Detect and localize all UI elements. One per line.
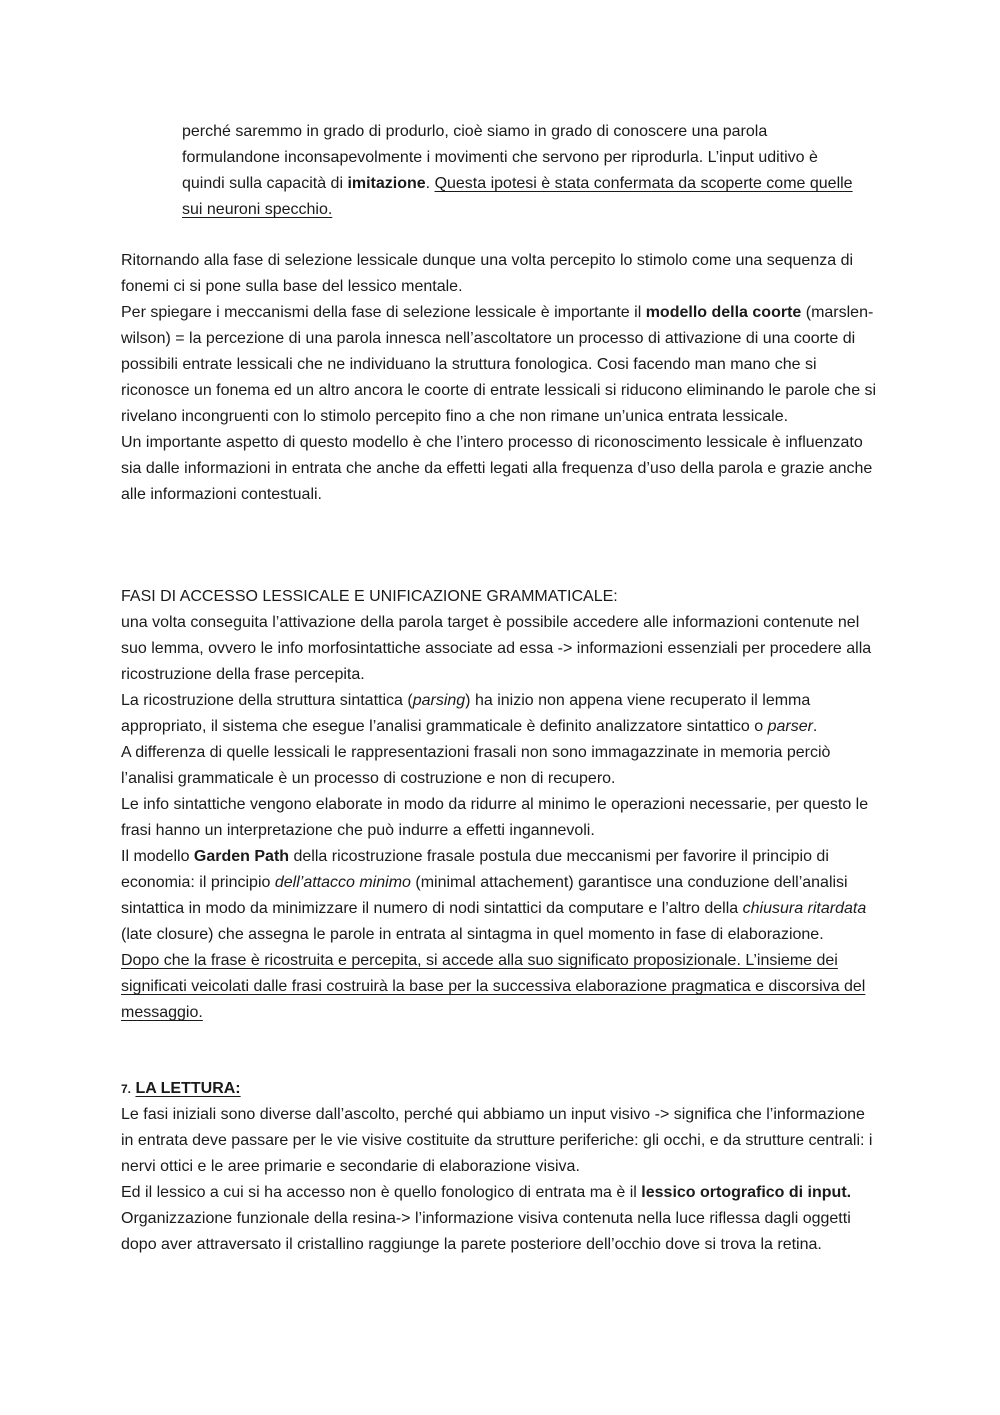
- accesso-paragraph-1: una volta conseguita l’attivazione della parola target è possibile accedere alle informazioni contenute nel suo lemma, ovvero le info morfosintattiche associate ad essa -> informazioni essenziali per procedere alla ricostruzione della frase percepita.: [121, 614, 872, 683]
- selezione-paragraph-2: [121, 300, 881, 430]
- intro-text: [182, 119, 862, 223]
- text-part: della ricostruzione frasale postula due meccanismi per favorire il principio di economia: il principio: [121, 848, 829, 891]
- intro-paragraph: [182, 119, 862, 223]
- intro-text-part: .: [425, 175, 435, 192]
- selezione-paragraph-3: Un importante aspetto di questo modello è che l’intero processo di riconoscimento lessicale è influenzato sia dalle informazioni in entrata che anche da effetti legati alla frequenza d’uso della parola e grazie anche alle informazioni contestuali.: [121, 434, 873, 503]
- italic-term-attacco-minimo: dell’attacco minimo: [274, 874, 411, 891]
- bold-term-modello-coorte: modello della coorte: [645, 304, 802, 321]
- text-part: La ricostruzione della struttura sintattica (: [121, 692, 413, 709]
- accesso-paragraph-2: [121, 688, 881, 740]
- text-part: Per spiegare i meccanismi della fase di selezione lessicale è importante il: [121, 304, 646, 321]
- text-part: Ed il lessico a cui si ha accesso non è quello fonologico di entrata ma è il: [121, 1184, 642, 1201]
- bold-term-lessico-ortografico: lessico ortografico di input.: [641, 1184, 852, 1201]
- accesso-paragraph-5: [121, 844, 881, 948]
- selezione-paragraph-1: Ritornando alla fase di selezione lessicale dunque una volta percepito lo stimolo come una sequenza di fonemi ci si pone sulla base del lessico mentale.: [121, 252, 854, 295]
- lettura-heading: [121, 1076, 881, 1102]
- lettura-paragraph-1: Le fasi iniziali sono diverse dall’ascolto, perché qui abbiamo un input visivo -> significa che l’informazione in entrata deve passare per le vie visive costituite da strutture periferiche: gli occhi, e da strutture centrali: i nervi ottici e le aree primarie e secondarie di elaborazione visiva.: [121, 1106, 873, 1175]
- text-part: (late closure) che assegna le parole in entrata al sintagma in quel momento in fase di elaborazione.: [121, 926, 824, 943]
- section-heading: LA LETTURA:: [135, 1080, 241, 1097]
- lettura-section: [121, 1076, 881, 1258]
- selezione-section: [121, 248, 881, 508]
- italic-term-chiusura-ritardata: chiusura ritardata: [742, 900, 867, 917]
- text-part: .: [812, 718, 818, 735]
- bold-term-imitazione: imitazione: [347, 175, 426, 192]
- italic-term-parsing: parsing: [412, 692, 466, 709]
- italic-term-parser: parser: [767, 718, 813, 735]
- text-part: ) ha inizio non appena viene recuperato il lemma appropriato, il sistema che esegue l’analisi grammaticale è definito analizzatore sintattico o: [121, 692, 811, 735]
- text-part: Il modello: [121, 848, 194, 865]
- text-part: (marslen-wilson) = la percezione di una parola innesca nell’ascoltatore un processo di attivazione di una coorte di possibili entrate lessicali che ne individuano la struttura fonologica. Cosi facendo man mano che si riconosce un fonema ed un altro ancora le coorte di entrate lessicali si riducono eliminando le parole che si rivelano incongruenti con lo stimolo percepito fino a che non rimane un’unica entrata lessicale.: [121, 304, 877, 425]
- lettura-paragraph-2: [121, 1180, 881, 1206]
- accesso-paragraph-3: A differenza di quelle lessicali le rappresentazioni frasali non sono immagazzinate in memoria perciò l’analisi grammaticale è un processo di costruzione e non di recupero.: [121, 744, 831, 787]
- bold-term-garden-path: Garden Path: [193, 848, 290, 865]
- section-heading: FASI DI ACCESSO LESSICALE E UNIFICAZIONE GRAMMATICALE:: [121, 588, 618, 605]
- text-part: (minimal attachement) garantisce una conduzione dell’analisi sintattica in modo da minimizzare il numero di nodi sintattici da computare e l’altro della: [121, 874, 848, 917]
- accesso-paragraph-4: Le info sintattiche vengono elaborate in modo da ridurre al minimo le operazioni necessarie, per questo le frasi hanno un interpretazione che può indurre a effetti ingannevoli.: [121, 796, 869, 839]
- section-number: 7.: [121, 1082, 132, 1096]
- accesso-paragraph-6: Dopo che la frase è ricostruita e percepita, si accede alla suo significato proposizionale. L’insieme dei significati veicolati dalle frasi costruirà la base per la successiva elaborazione pragmatica e discorsiva del messaggio.: [121, 952, 866, 1021]
- accesso-section: [121, 584, 881, 1026]
- underlined-sentence: Questa ipotesi è stata confermata da scoperte come quelle sui neuroni specchio.: [182, 175, 853, 218]
- lettura-paragraph-3: Organizzazione funzionale della resina-> l’informazione visiva contenuta nella luce riflessa dagli oggetti dopo aver attraversato il cristallino raggiunge la parete posteriore dell’occhio dove si trova la retina.: [121, 1210, 851, 1253]
- intro-text-part: perché saremmo in grado di produrlo, cioè siamo in grado di conoscere una parola formulandone inconsapevolmente i movimenti che servono per riprodurla. L’input uditivo è quindi sulla capacità di: [182, 123, 818, 192]
